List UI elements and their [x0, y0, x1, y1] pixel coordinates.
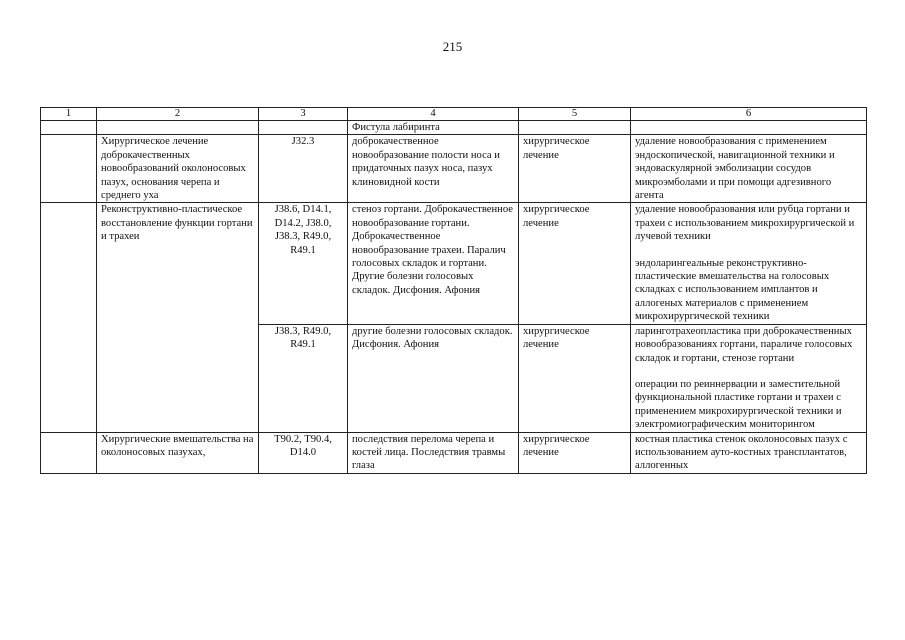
table-row-sinus	[41, 432, 867, 473]
cell-method	[631, 324, 867, 432]
cell-method: удаление новообразования с применением эндоскопической, навигационной техники и эндоваскулярной эмболизации сосудов микроэмболами и при помощи адгезивного агента	[631, 135, 867, 203]
method-paragraph: операции по реиннервации и заместительной функциональной пластике гортани и трахеи с применением микрохирургической техники и электромиографическим мониторингом	[635, 378, 842, 431]
header-cell-1: 1	[41, 108, 97, 121]
procedures-table	[40, 107, 867, 474]
table-row-fistula	[41, 121, 867, 135]
header-cell-4: 4	[348, 108, 519, 121]
cell-treatment: хирургическое лечение	[519, 203, 631, 324]
cell-method	[631, 203, 867, 324]
cell-procedure: Хирургическое лечение доброкачественных новообразований околоносовых пазух, основания черепа и среднего уха	[97, 135, 259, 203]
cell-icd-code: T90.2, T90.4, D14.0	[259, 432, 348, 473]
header-cell-2: 2	[97, 108, 259, 121]
cell-number	[41, 203, 97, 432]
cell-method	[631, 121, 867, 135]
method-paragraph: удаление новообразования или рубца гортани и трахеи с использованием микрохирургической и лучевой техники	[635, 204, 855, 243]
cell-number	[41, 121, 97, 135]
cell-treatment: хирургическое лечение	[519, 135, 631, 203]
cell-diagnosis: другие болезни голосовых складок. Дисфония. Афония	[348, 324, 519, 432]
page-number: 215	[442, 39, 463, 54]
cell-method: костная пластика стенок околоносовых пазух с использованием ауто-костных трансплантатов, аллогенных	[631, 432, 867, 473]
cell-icd-code: J38.3, R49.0, R49.1	[259, 324, 348, 432]
table-header-row	[41, 108, 867, 121]
cell-diagnosis: доброкачественное новообразование полости носа и придаточных пазух носа, пазух клиновидной кости	[348, 135, 519, 203]
cell-procedure: Реконструктивно-пластическое восстановление функции гортани и трахеи	[97, 203, 259, 432]
cell-treatment: хирургическое лечение	[519, 324, 631, 432]
cell-icd-code	[259, 121, 348, 135]
cell-icd-code: J32.3	[259, 135, 348, 203]
header-cell-3: 3	[259, 108, 348, 121]
method-paragraph: эндоларингеальные реконструктивно-пластические вмешательства на голосовых складках с использованием имплантов и аллогеных материалов с применением микрохирургической техники	[635, 257, 830, 323]
cell-number	[41, 135, 97, 203]
header-cell-5: 5	[519, 108, 631, 121]
cell-diagnosis: последствия перелома черепа и костей лица. Последствия травмы глаза	[348, 432, 519, 473]
cell-procedure	[97, 121, 259, 135]
cell-number	[41, 432, 97, 473]
cell-icd-code: J38.6, D14.1, D14.2, J38.0, J38.3, R49.0, R49.1	[259, 203, 348, 324]
cell-diagnosis: стеноз гортани. Доброкачественное новообразование гортани. Доброкачественное новообразование трахеи. Паралич голосовых складок и гортани. Другие болезни голосовых складок. Дисфония. Афония	[348, 203, 519, 324]
cell-procedure: Хирургические вмешательства на околоносовых пазухах,	[97, 432, 259, 473]
table-row-tumor	[41, 135, 867, 203]
cell-treatment: хирургическое лечение	[519, 432, 631, 473]
header-cell-6: 6	[631, 108, 867, 121]
method-paragraph: ларинготрахеопластика при доброкачественных новообразованиях гортани, параличе голосовых складок и гортани, стенозе гортани	[635, 325, 853, 364]
table-row-larynx-1	[41, 203, 867, 324]
cell-diagnosis: Фистула лабиринта	[348, 121, 519, 135]
cell-treatment	[519, 121, 631, 135]
